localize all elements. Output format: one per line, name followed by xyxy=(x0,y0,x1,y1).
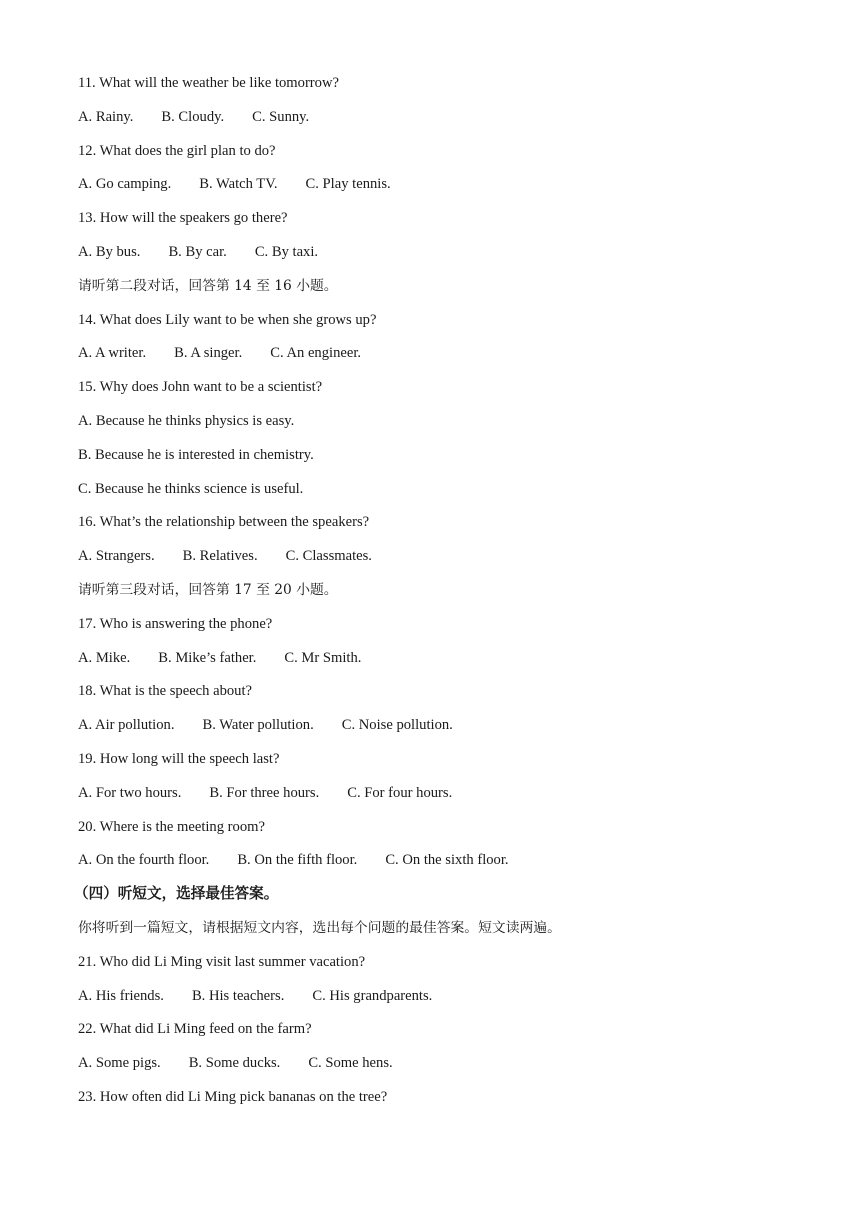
option-15-b: B. Because he is interested in chemistry. xyxy=(78,446,314,463)
option-12-a: A. Go camping. xyxy=(78,176,172,193)
question-22: 22. What did Li Ming feed on the farm? xyxy=(78,1021,312,1038)
option-17-a: A. Mike. xyxy=(78,649,131,666)
question-16: 16. What’s the relationship between the speakers? xyxy=(78,514,370,531)
option-13-c: C. By taxi. xyxy=(254,243,319,260)
section-instruction-4: 你将听到一篇短文，请根据短文内容，选出每个问题的最佳答案。短文读两遍。 xyxy=(78,919,561,936)
option-13-b: B. By car. xyxy=(168,243,227,260)
option-12-b: B. Watch TV. xyxy=(199,176,278,193)
question-21: 21. Who did Li Ming visit last summer vacation? xyxy=(78,953,366,970)
option-22-a: A. Some pigs. xyxy=(78,1055,161,1072)
option-20-b: B. On the fifth floor. xyxy=(237,852,358,869)
option-12-c: C. Play tennis. xyxy=(305,176,391,193)
option-16-b: B. Relatives. xyxy=(182,548,258,565)
question-17: 17. Who is answering the phone? xyxy=(78,615,273,632)
option-19-c: C. For four hours. xyxy=(347,784,453,801)
option-16-a: A. Strangers. xyxy=(78,548,155,565)
options-12 xyxy=(78,174,798,208)
option-16-c: C. Classmates. xyxy=(285,548,372,565)
options-14 xyxy=(78,343,798,377)
option-18-b: B. Water pollution. xyxy=(202,717,314,734)
options-19 xyxy=(78,783,798,817)
option-18-c: C. Noise pollution. xyxy=(341,717,453,734)
question-19: 19. How long will the speech last? xyxy=(78,750,280,767)
option-14-c: C. An engineer. xyxy=(270,345,362,362)
options-17 xyxy=(78,648,798,682)
option-21-a: A. His friends. xyxy=(78,987,164,1004)
option-15-a: A. Because he thinks physics is easy. xyxy=(78,412,295,429)
document-page xyxy=(74,73,798,1121)
options-18 xyxy=(78,715,798,749)
options-16 xyxy=(78,546,798,580)
option-21-c: C. His grandparents. xyxy=(312,987,433,1004)
question-15: 15. Why does John want to be a scientist? xyxy=(78,379,323,396)
option-13-a: A. By bus. xyxy=(78,243,141,260)
option-11-b: B. Cloudy. xyxy=(161,108,225,125)
option-15-c: C. Because he thinks science is useful. xyxy=(78,480,304,497)
question-14: 14. What does Lily want to be when she grows up? xyxy=(78,311,377,328)
option-20-c: C. On the sixth floor. xyxy=(385,852,509,869)
question-12: 12. What does the girl plan to do? xyxy=(78,142,276,159)
question-20: 20. Where is the meeting room? xyxy=(78,818,265,835)
option-17-c: C. Mr Smith. xyxy=(284,649,362,666)
option-11-c: C. Sunny. xyxy=(252,108,310,125)
option-21-b: B. His teachers. xyxy=(191,987,285,1004)
options-21 xyxy=(78,986,798,1020)
option-14-a: A. A writer. xyxy=(78,345,147,362)
option-17-b: B. Mike’s father. xyxy=(158,649,257,666)
options-11 xyxy=(78,107,798,141)
section-instruction-3: 请听第三段对话，回答第 17 至 20 小题。 xyxy=(78,581,338,598)
question-23: 23. How often did Li Ming pick bananas on the tree? xyxy=(78,1088,388,1105)
options-22 xyxy=(78,1053,798,1087)
option-22-b: B. Some ducks. xyxy=(188,1055,281,1072)
section-instruction-2: 请听第二段对话，回答第 14 至 16 小题。 xyxy=(78,277,338,294)
option-11-a: A. Rainy. xyxy=(78,108,134,125)
options-13 xyxy=(78,242,798,276)
question-13: 13. How will the speakers go there? xyxy=(78,210,288,227)
option-20-a: A. On the fourth floor. xyxy=(78,852,210,869)
question-18: 18. What is the speech about? xyxy=(78,683,252,700)
option-18-a: A. Air pollution. xyxy=(78,717,175,734)
option-19-b: B. For three hours. xyxy=(209,784,320,801)
question-11: 11. What will the weather be like tomorrow? xyxy=(78,75,339,91)
options-20 xyxy=(78,850,798,884)
section-heading-4: （四）听短文，选择最佳答案。 xyxy=(74,885,279,903)
option-14-b: B. A singer. xyxy=(174,345,243,362)
option-22-c: C. Some hens. xyxy=(308,1055,393,1072)
option-19-a: A. For two hours. xyxy=(78,784,182,801)
